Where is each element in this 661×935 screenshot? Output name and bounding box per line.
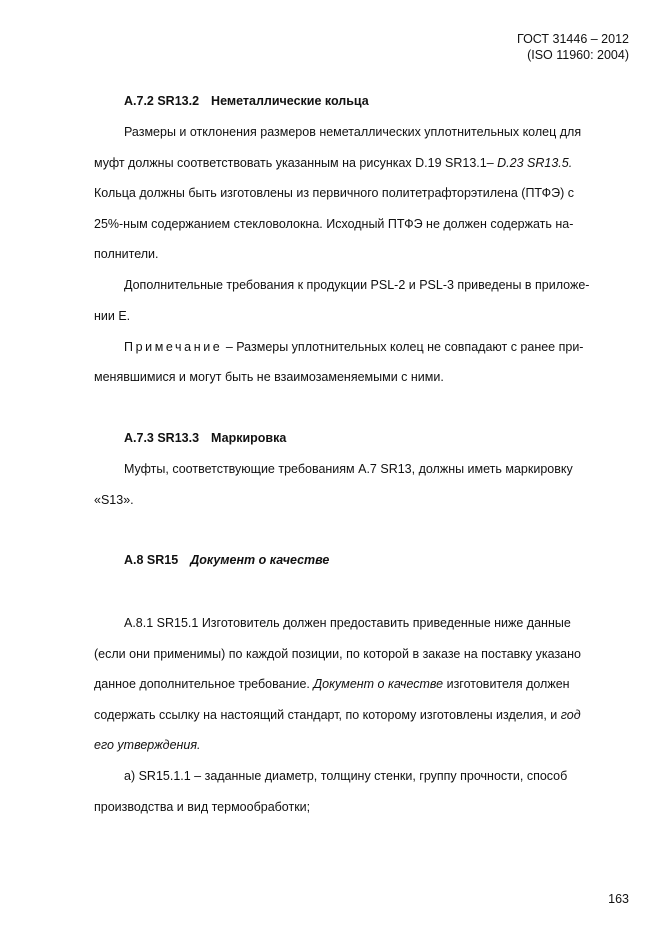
- paragraph-line: 25%-ным содержанием стекловолокна. Исходный ПТФЭ не должен содержать на-: [94, 217, 574, 231]
- heading-a72: [124, 93, 369, 109]
- text-run: содержать ссылку на настоящий стандарт, по которому изготовлены изделия, и: [94, 708, 561, 722]
- note-text: – Размеры уплотнительных колец не совпадают с ранее при-: [222, 340, 584, 354]
- paragraph-line: [94, 707, 581, 723]
- note-line: менявшимися и могут быть не взаимозаменяемыми с ними.: [94, 370, 444, 384]
- heading-a73-number: А.7.3 SR13.3: [124, 431, 200, 445]
- heading-a8-title: Документ о качестве: [190, 553, 330, 567]
- text-run: изготовителя должен: [443, 677, 570, 691]
- paragraph-line: А.8.1 SR15.1 Изготовитель должен предоставить приведенные ниже данные: [124, 616, 571, 630]
- note-line: [124, 339, 583, 355]
- paragraph-line: его утверждения.: [94, 738, 201, 752]
- paragraph-line: Дополнительные требования к продукции PSL-2 и PSL-3 приведены в приложе-: [124, 278, 590, 292]
- list-item-continuation: производства и вид термообработки;: [94, 800, 311, 814]
- text-run: муфт должны соответствовать указанным на рисунках D.19 SR13.1–: [94, 156, 498, 170]
- term-quality-document: Документ о качестве: [313, 677, 444, 691]
- paragraph-line: Размеры и отклонения размеров неметаллических уплотнительных колец для: [124, 125, 582, 139]
- heading-a73: [124, 430, 286, 446]
- paragraph-line: [94, 155, 572, 171]
- heading-a72-title: Неметаллические кольца: [211, 94, 369, 108]
- paragraph-line: нии E.: [94, 309, 131, 323]
- heading-a8: [124, 552, 329, 568]
- text-run: данное дополнительное требование.: [94, 677, 314, 691]
- paragraph-line: [94, 676, 570, 692]
- list-item: а) SR15.1.1 – заданные диаметр, толщину стенки, группу прочности, способ: [124, 769, 568, 783]
- text-run-italic: год: [560, 708, 581, 722]
- heading-a73-title: Маркировка: [211, 431, 287, 445]
- paragraph-line: Кольца должны быть изготовлены из первичного политетрафторэтилена (ПТФЭ) с: [94, 186, 575, 200]
- figure-reference: D.23 SR13.5.: [497, 156, 573, 170]
- paragraph-line: полнители.: [94, 247, 159, 261]
- heading-a8-number: А.8 SR15: [124, 553, 179, 567]
- heading-a72-number: А.7.2 SR13.2: [124, 94, 200, 108]
- standard-designation: ГОСТ 31446 – 2012: [517, 32, 629, 46]
- iso-reference: (ISO 11960: 2004): [527, 48, 629, 62]
- page-number: 163: [608, 892, 629, 906]
- note-label: Примечание: [124, 340, 223, 354]
- paragraph-line: Муфты, соответствующие требованиям А.7 SR13, должны иметь маркировку: [124, 462, 573, 476]
- paragraph-line: «S13».: [94, 493, 134, 507]
- paragraph-line: (если они применимы) по каждой позиции, по которой в заказе на поставку указано: [94, 647, 581, 661]
